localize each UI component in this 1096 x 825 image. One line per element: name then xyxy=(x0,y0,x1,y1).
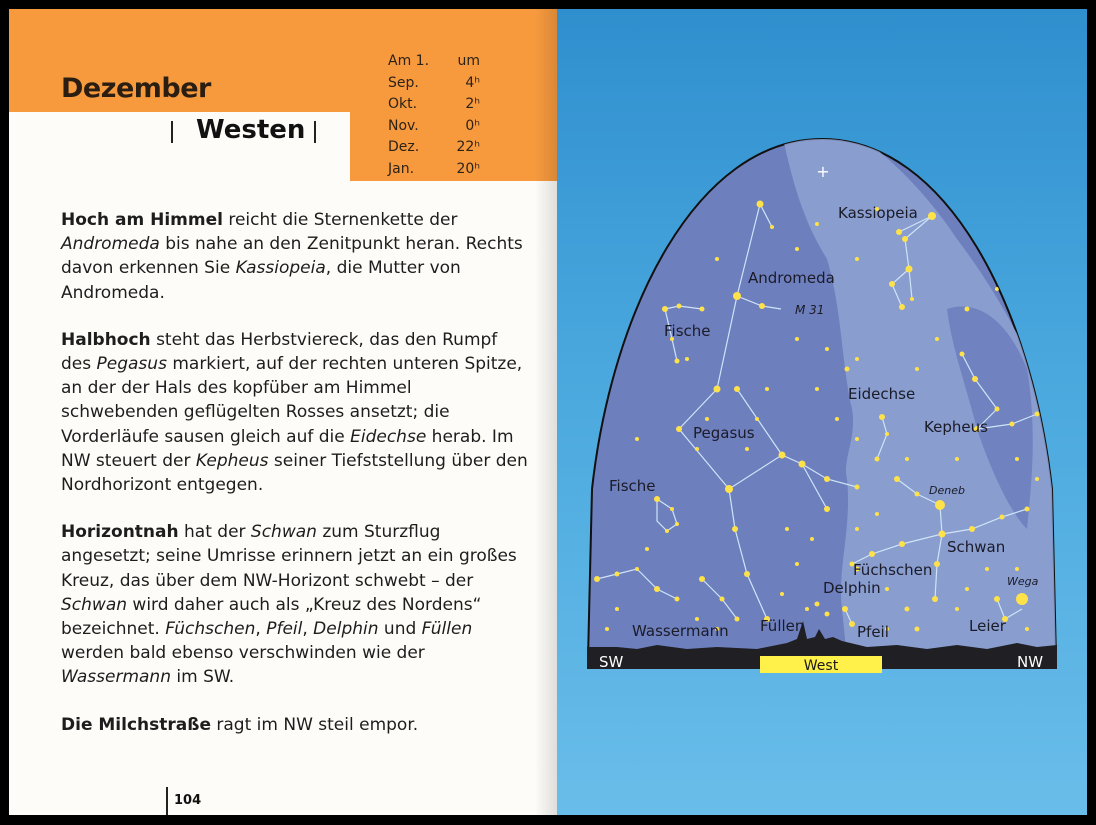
star xyxy=(879,414,885,420)
star xyxy=(605,627,609,631)
paragraph-horizon xyxy=(61,520,531,689)
star xyxy=(935,500,945,510)
time-row-label: Am 1. xyxy=(388,53,430,69)
star xyxy=(910,297,914,301)
star xyxy=(725,485,733,493)
star xyxy=(875,512,879,516)
paragraph-lead: Die Milchstraße xyxy=(61,714,211,735)
star xyxy=(1035,477,1039,481)
page-number-rule xyxy=(166,787,168,815)
star xyxy=(757,201,764,208)
star xyxy=(905,607,910,612)
star xyxy=(875,457,880,462)
star xyxy=(899,541,905,547)
star xyxy=(675,597,680,602)
star xyxy=(932,596,938,602)
constellation-name: Pfeil xyxy=(266,619,303,640)
star xyxy=(972,376,978,382)
star xyxy=(635,437,639,441)
paragraph-lead: Halbhoch xyxy=(61,329,151,350)
label-wassermann: Wassermann xyxy=(632,622,729,640)
horizon-sw-label: SW xyxy=(599,653,624,671)
text-run: herab. Im NW steuert der xyxy=(61,426,514,471)
label-pfeil: Pfeil xyxy=(857,623,889,641)
star xyxy=(855,485,860,490)
star xyxy=(1035,412,1040,417)
star xyxy=(835,417,839,421)
star xyxy=(755,417,759,421)
page-number: 104 xyxy=(174,793,202,808)
label-leier: Leier xyxy=(969,617,1006,635)
star xyxy=(795,337,799,341)
star xyxy=(734,386,740,392)
star xyxy=(995,407,1000,412)
star xyxy=(1015,457,1019,461)
star xyxy=(695,447,699,451)
star xyxy=(939,531,946,538)
constellation-name: Pegasus xyxy=(96,354,167,375)
star xyxy=(805,607,809,611)
star xyxy=(676,426,682,432)
star xyxy=(700,307,705,312)
text-run: steht das Herbstviereck, das den Rumpf des xyxy=(61,329,498,375)
star xyxy=(965,307,970,312)
star xyxy=(955,457,959,461)
star xyxy=(960,352,965,357)
star xyxy=(855,357,859,361)
star xyxy=(615,607,619,611)
label-schwan: Schwan xyxy=(947,538,1006,556)
time-row xyxy=(388,51,480,73)
time-row-value: 2ʰ xyxy=(465,96,480,112)
star xyxy=(654,496,660,502)
star xyxy=(899,304,905,310)
label-kassiopeia: Kassiopeia xyxy=(838,204,918,222)
star xyxy=(824,476,830,482)
star xyxy=(1025,627,1029,631)
text-run: reicht die Sternenkette der xyxy=(222,210,458,230)
star xyxy=(889,281,895,287)
text-run: , xyxy=(302,619,314,640)
star xyxy=(905,457,909,461)
star xyxy=(815,387,819,391)
constellation-name: Delphin xyxy=(313,619,379,640)
star xyxy=(695,617,699,621)
star xyxy=(969,526,975,532)
star xyxy=(779,452,786,459)
label-fische-lower: Fische xyxy=(609,477,656,495)
text-run: im SW. xyxy=(171,667,235,688)
label-delphin: Delphin xyxy=(823,579,881,597)
star xyxy=(699,576,705,582)
star xyxy=(785,527,789,531)
title-divider-right xyxy=(314,121,316,143)
paragraph-lead: Hoch am Himmel xyxy=(61,210,223,230)
text-run: bis nahe an den Zenitpunkt heran. Rechts davon erkennen Sie xyxy=(61,234,523,279)
star xyxy=(869,551,875,557)
star xyxy=(715,257,719,261)
label-wega: Wega xyxy=(1007,575,1039,588)
star xyxy=(732,526,738,532)
star xyxy=(662,306,668,312)
zenith-marker-icon: + xyxy=(816,162,830,181)
star xyxy=(720,597,725,602)
star xyxy=(855,527,859,531)
star xyxy=(815,222,819,226)
constellation-name: Kassiopeia xyxy=(235,258,326,279)
text-run: wird daher auch als „Kreuz des Nordens“ bezeichnet. xyxy=(61,594,482,640)
time-row xyxy=(388,137,480,159)
star xyxy=(1010,422,1015,427)
sky-map xyxy=(557,9,1087,815)
star xyxy=(795,562,799,566)
star xyxy=(705,417,709,421)
title-divider-left xyxy=(171,121,173,143)
star xyxy=(855,437,859,441)
constellation-name: Füchschen xyxy=(165,619,256,640)
star xyxy=(770,225,774,229)
time-row-value: 0ʰ xyxy=(465,117,480,134)
left-page xyxy=(9,9,557,815)
star xyxy=(685,357,689,361)
star xyxy=(594,576,600,582)
star xyxy=(896,229,902,235)
star xyxy=(714,386,721,393)
star xyxy=(994,596,1000,602)
star xyxy=(1025,507,1030,512)
time-row xyxy=(388,159,480,181)
star xyxy=(675,522,679,526)
star xyxy=(654,586,660,592)
constellation-name: Kepheus xyxy=(195,450,269,471)
star xyxy=(906,266,913,273)
paragraph-milky-way xyxy=(61,713,531,737)
star xyxy=(795,247,799,251)
time-row-label: Sep. xyxy=(388,74,419,91)
star xyxy=(759,303,765,309)
star xyxy=(965,587,969,591)
star xyxy=(1015,567,1019,571)
star xyxy=(915,492,920,497)
star xyxy=(845,367,850,372)
horizon-nw-label: NW xyxy=(1017,653,1044,671)
label-fische-upper: Fische xyxy=(664,322,711,340)
constellation-name: Andromeda xyxy=(61,234,160,255)
star xyxy=(955,607,959,611)
star xyxy=(1000,515,1005,520)
star xyxy=(615,572,620,577)
time-row-label: Jan. xyxy=(388,160,415,177)
label-kepheus: Kepheus xyxy=(924,418,988,436)
time-row-value: 4ʰ xyxy=(465,74,480,91)
star xyxy=(849,621,855,627)
time-row-label: Nov. xyxy=(388,117,419,134)
time-row-value: 20ʰ xyxy=(456,160,480,177)
body-text xyxy=(61,208,531,760)
paragraph-high-sky xyxy=(61,208,531,305)
label-pegasus: Pegasus xyxy=(693,424,755,442)
time-row-value: 22ʰ xyxy=(456,139,480,155)
star xyxy=(744,571,750,577)
star xyxy=(915,367,919,371)
text-run: zum Sturzflug angesetzt; seine Umrisse erinnern jetzt an ein großes Kreuz, das über dem NW-Horizont schwebt – der xyxy=(61,522,517,591)
star xyxy=(670,507,674,511)
star xyxy=(935,337,939,341)
time-row xyxy=(388,116,480,138)
text-run: , xyxy=(255,619,267,640)
time-row-label: Dez. xyxy=(388,139,420,155)
constellation-name: Füllen xyxy=(421,619,473,640)
text-run: werden bald ebenso verschwinden wie der xyxy=(61,643,425,664)
constellation-name: Eidechse xyxy=(350,426,427,447)
time-table xyxy=(388,51,480,180)
label-deneb: Deneb xyxy=(929,484,965,497)
star xyxy=(645,547,649,551)
star xyxy=(675,359,680,364)
label-fuellen: Füllen xyxy=(760,617,805,635)
constellation-name: Wassermann xyxy=(61,667,171,688)
text-run: ragt im NW steil empor. xyxy=(211,714,419,735)
star xyxy=(825,612,830,617)
text-run: markiert, auf der rechten unteren Spitze, an der der Hals des kopfüber am Himmel schwebenden geflügelten Rosses ansetzt; die Vorderläufe sausen gleich auf die xyxy=(61,354,523,447)
label-m31: M 31 xyxy=(795,303,825,317)
star xyxy=(885,587,889,591)
time-row-value: um xyxy=(457,53,480,69)
star xyxy=(1016,593,1028,605)
star xyxy=(765,387,769,391)
star xyxy=(894,476,900,482)
star xyxy=(665,529,669,533)
star xyxy=(799,461,806,468)
star xyxy=(824,506,830,512)
text-run: und xyxy=(378,619,422,640)
star xyxy=(810,537,814,541)
constellation-name: Schwan xyxy=(250,522,317,543)
label-fuechschen: Füchschen xyxy=(853,561,933,579)
west-label: West xyxy=(803,658,839,674)
label-eidechse: Eidechse xyxy=(848,385,916,403)
star xyxy=(885,432,889,436)
paragraph-lead: Horizontnah xyxy=(61,522,179,543)
star xyxy=(985,567,989,571)
gutter-shadow xyxy=(535,9,557,815)
label-andromeda: Andromeda xyxy=(748,269,835,287)
time-row xyxy=(388,73,480,95)
star xyxy=(780,592,784,596)
star xyxy=(735,617,740,622)
time-row xyxy=(388,94,480,116)
star xyxy=(928,212,936,220)
month-title: Dezember xyxy=(61,73,211,104)
star xyxy=(825,347,829,351)
star xyxy=(745,447,749,451)
star xyxy=(842,606,848,612)
text-run: , die Mutter von Andromeda. xyxy=(61,258,461,303)
star xyxy=(677,304,682,309)
star xyxy=(815,602,820,607)
star xyxy=(902,236,908,242)
text-run: hat der xyxy=(178,522,251,543)
text-run: seiner Tiefststellung über den Nordhorizont entgegen. xyxy=(61,450,528,496)
star xyxy=(733,292,741,300)
star xyxy=(934,561,940,567)
right-page xyxy=(557,9,1087,815)
paragraph-half-high xyxy=(61,328,531,497)
time-row-label: Okt. xyxy=(388,96,418,112)
star xyxy=(855,257,859,261)
direction-title: Westen xyxy=(196,115,306,145)
constellation-name: Schwan xyxy=(61,594,128,615)
star xyxy=(635,567,639,571)
star xyxy=(915,627,920,632)
